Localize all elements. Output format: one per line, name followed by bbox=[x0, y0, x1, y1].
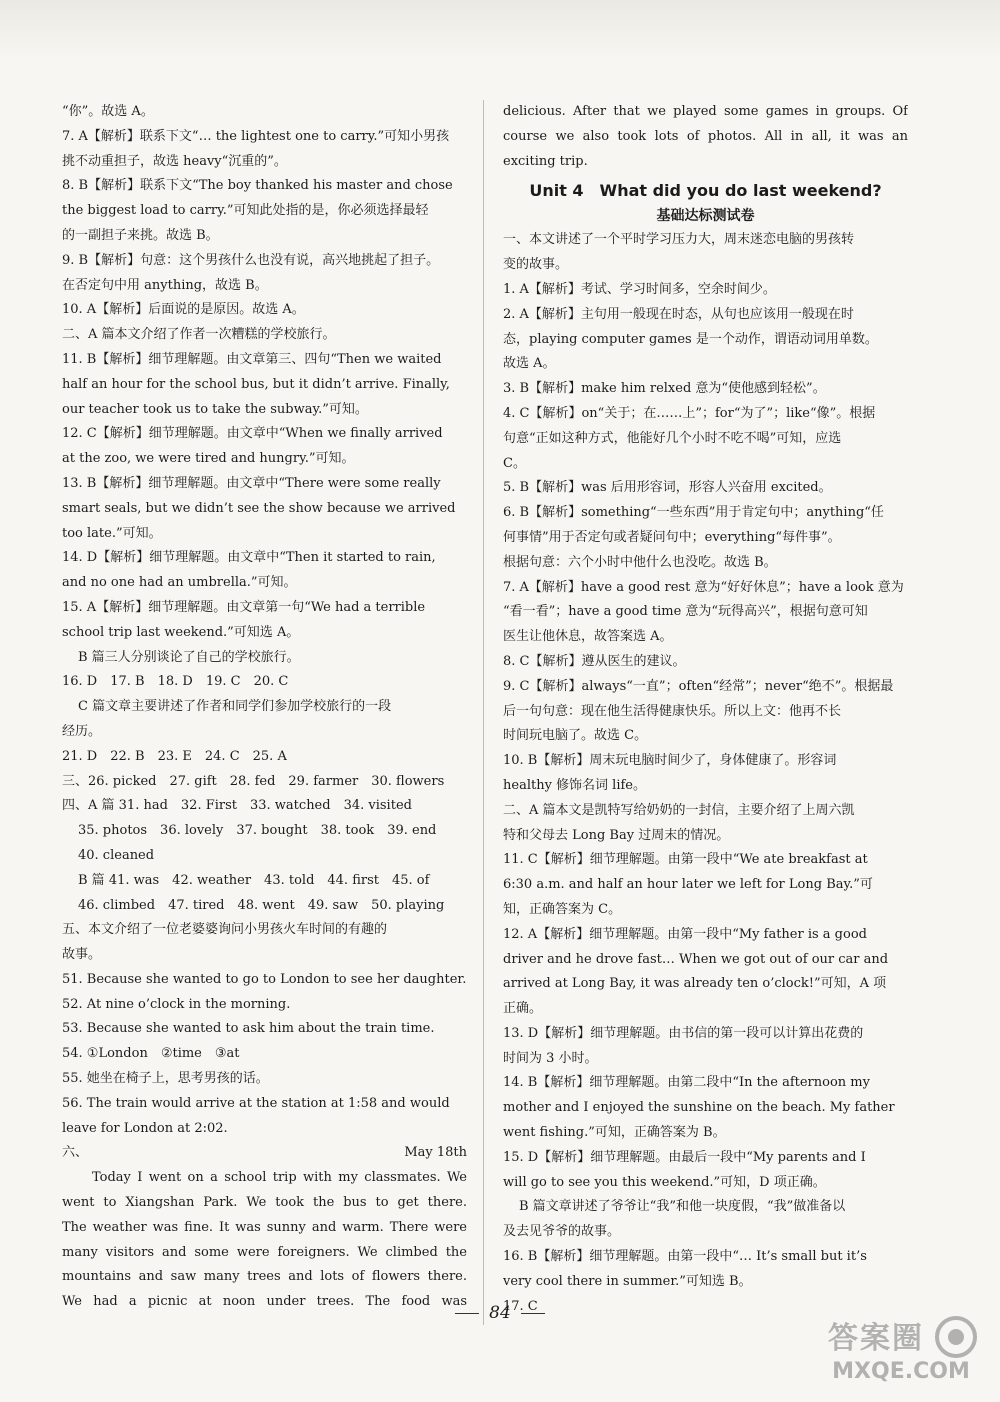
answer-line: 的一副担子来挑。故选 B。 bbox=[62, 227, 219, 243]
watermark-cn: 答案圈 bbox=[828, 1321, 924, 1356]
watermark-logo bbox=[816, 1315, 986, 1390]
answer-line: 10. B【解析】周末玩电脑时间少了，身体健康了。形容词 bbox=[503, 753, 837, 769]
answer-line: 14. D【解析】细节理解题。由文章中“Then it started to rain, bbox=[62, 550, 436, 566]
answer-line: at the zoo, we were tired and hungry.”可知。 bbox=[62, 451, 355, 467]
answer-line: 7. A【解析】have a good rest 意为“好好休息”；have a look 意为 bbox=[503, 579, 904, 595]
answer-line: 三、26. picked 27. gift 28. fed 29. farmer 30. flowers bbox=[62, 773, 445, 789]
answer-line: 53. Because she wanted to ask him about the train time. bbox=[62, 1021, 435, 1037]
answer-line: 经历。 bbox=[62, 723, 102, 739]
unit-subtitle: 基础达标测试卷 bbox=[656, 208, 755, 225]
answer-line: C 篇文章主要讲述了作者和同学们参加学校旅行的一段 bbox=[78, 699, 392, 715]
answer-line: very cool there in summer.”可知选 B。 bbox=[503, 1273, 752, 1289]
answer-line: 知，正确答案为 C。 bbox=[503, 901, 622, 917]
essay-header bbox=[62, 1141, 467, 1166]
essay-line: exciting trip. bbox=[503, 153, 588, 169]
answer-line: 态，playing computer games 是一个动作，谓语动词用单数。 bbox=[503, 331, 878, 347]
answer-line: 故事。 bbox=[62, 947, 102, 963]
answer-line: 55. 她坐在椅子上，思考男孩的话。 bbox=[62, 1071, 269, 1087]
answer-line: 句意“正如这种方式，他能好几个小时不吃不喝”可知，应选 bbox=[503, 430, 842, 446]
essay-line: Today I went on a school trip with my classmates. We bbox=[92, 1170, 467, 1186]
answer-line: 11. B【解析】细节理解题。由文章第三、四句“Then we waited bbox=[62, 351, 442, 367]
answer-line: 16. B【解析】细节理解题。由第一段中“… It’s small but it’s bbox=[503, 1249, 867, 1265]
essay-line: many visitors and some were foreigners. We climbed the bbox=[62, 1244, 467, 1260]
essay-label: 六、 bbox=[62, 1145, 89, 1161]
answer-line: mother and I enjoyed the sunshine on the beach. My father bbox=[503, 1100, 895, 1116]
answer-line: 二、A 篇本文介绍了作者一次糟糕的学校旅行。 bbox=[62, 327, 336, 343]
answer-line: 在否定句中用 anything，故选 B。 bbox=[62, 277, 268, 293]
answer-line: 5. B【解析】was 后用形容词，形容人兴奋用 excited。 bbox=[503, 480, 832, 496]
answer-line: 3. B【解析】make him relxed 意为“使他感到轻松”。 bbox=[503, 381, 826, 397]
answer-line: 1. A【解析】考试、学习时间多，空余时间少。 bbox=[503, 281, 776, 297]
answer-line: 13. B【解析】细节理解题。由文章中“There were some really bbox=[62, 475, 441, 491]
answer-line: B 篇三人分别谈论了自己的学校旅行。 bbox=[78, 649, 300, 665]
answer-line: 21. D 22. B 23. E 24. C 25. A bbox=[62, 748, 287, 764]
answer-line: will go to see you this weekend.”可知，D 项正确。 bbox=[503, 1174, 826, 1190]
answer-line: driver and he drove fast… When we got out of our car and bbox=[503, 951, 889, 967]
answer-line: 四、A 篇 31. had 32. First 33. watched 34. visited bbox=[62, 798, 412, 814]
answer-line: 6:30 a.m. and half an hour later we left for Long Bay.”可 bbox=[503, 877, 873, 893]
answer-line: 17. C bbox=[503, 1298, 538, 1314]
answer-line: our teacher took us to take the subway.”可知。 bbox=[62, 401, 368, 417]
answer-line: 15. D【解析】细节理解题。由最后一段中“My parents and I bbox=[503, 1149, 866, 1165]
answer-line: 7. A【解析】联系下文“… the lightest one to carry.”可知小男孩 bbox=[62, 128, 450, 144]
essay-line: We had a picnic at noon under trees. The food was bbox=[62, 1294, 467, 1310]
answer-line: 54. ①London ②time ③at bbox=[62, 1046, 240, 1062]
answer-line: 二、A 篇本文是凯特写给奶奶的一封信，主要介绍了上周六凯 bbox=[503, 802, 855, 818]
answer-line: 11. C【解析】细节理解题。由第一段中“We ate breakfast at bbox=[503, 852, 868, 868]
answer-line: 正确。 bbox=[503, 1001, 543, 1017]
answer-line: healthy 修饰名词 life。 bbox=[503, 777, 647, 793]
answer-line: school trip last weekend.”可知选 A。 bbox=[62, 624, 300, 640]
answer-line: 46. climbed 47. tired 48. went 49. saw 50. playing bbox=[78, 897, 445, 913]
answer-line: “看一看”；have a good time 意为“玩得高兴”，根据句意可知 bbox=[503, 604, 868, 620]
answer-line: 一、本文讲述了一个平时学习压力大，周末迷恋电脑的男孩转 bbox=[503, 232, 855, 248]
answer-line: B 篇文章讲述了爷爷让“我”和他一块度假，“我”做准备以 bbox=[519, 1199, 846, 1215]
answer-line: 8. B【解析】联系下文“The boy thanked his master and chose bbox=[62, 178, 453, 194]
answer-line: 五、本文介绍了一位老婆婆询问小男孩火车时间的有趣的 bbox=[62, 922, 388, 938]
answer-line: 9. C【解析】always“一直”；often“经常”；never“绝不”。根据最 bbox=[503, 678, 894, 694]
answer-line: too late.”可知。 bbox=[62, 525, 162, 541]
answer-line: leave for London at 2:02. bbox=[62, 1120, 228, 1136]
answer-line: 何事情”用于否定句或者疑问句中；everything“每件事”。 bbox=[503, 529, 841, 545]
answer-line: B 篇 41. was 42. weather 43. told 44. first 45. of bbox=[78, 872, 430, 888]
answer-line: 及去见爷爷的故事。 bbox=[503, 1224, 621, 1240]
answer-line: 12. C【解析】细节理解题。由文章中“When we finally arrived bbox=[62, 426, 443, 442]
answer-line: 40. cleaned bbox=[78, 847, 155, 863]
answer-line: 后一句句意：现在他生活得健康快乐。所以上文：他再不长 bbox=[503, 703, 842, 719]
column-divider bbox=[483, 100, 484, 1325]
answer-line: arrived at Long Bay, it was already ten o’clock!”可知，A 项 bbox=[503, 976, 887, 992]
answer-line: 变的故事。 bbox=[503, 257, 569, 273]
answer-line: 特和父母去 Long Bay 过周末的情况。 bbox=[503, 827, 730, 843]
answer-line: 8. C【解析】遵从医生的建议。 bbox=[503, 653, 686, 669]
answer-line: 15. A【解析】细节理解题。由文章第一句“We had a terrible bbox=[62, 599, 426, 615]
answer-line: 时间玩电脑了。故选 C。 bbox=[503, 728, 648, 744]
answer-line: 35. photos 36. lovely 37. bought 38. took 39. end bbox=[78, 823, 437, 839]
essay-line: went to Xiangshan Park. We took the bus to get there. bbox=[62, 1195, 467, 1211]
page-top-shadow bbox=[0, 0, 1000, 60]
essay-line: mountains and saw many trees and lots of flowers there. bbox=[62, 1269, 467, 1285]
answer-line: 6. B【解析】something“一些东西”用于肯定句中；anything“任 bbox=[503, 505, 884, 521]
answer-line: 52. At nine o’clock in the morning. bbox=[62, 996, 291, 1012]
left-column bbox=[62, 100, 467, 1315]
answer-line: C。 bbox=[503, 455, 526, 471]
essay-line: delicious. After that we played some games in groups. Of bbox=[503, 104, 908, 119]
essay-date: May 18th bbox=[404, 1145, 467, 1161]
page-number: 84 bbox=[489, 1303, 511, 1323]
answer-line: 13. D【解析】细节理解题。由书信的第一段可以计算出花费的 bbox=[503, 1025, 864, 1041]
answer-line: 14. B【解析】细节理解题。由第二段中“In the afternoon my bbox=[503, 1075, 870, 1091]
answer-line: smart seals, but we didn’t see the show because we arrived bbox=[62, 500, 456, 516]
answer-line: 挑不动重担子，故选 heavy“沉重的”。 bbox=[62, 153, 287, 169]
answer-line: the biggest load to carry.”可知此处指的是，你必须选择最轻 bbox=[62, 203, 429, 219]
unit-title: Unit 4 What did you do last weekend? bbox=[529, 181, 882, 201]
answer-line: 51. Because she wanted to go to London to see her daughter. bbox=[62, 971, 467, 987]
answer-line: 56. The train would arrive at the station at 1:58 and would bbox=[62, 1095, 450, 1111]
answer-line: went fishing.”可知，正确答案为 B。 bbox=[503, 1125, 726, 1141]
watermark-seal-icon bbox=[928, 1315, 984, 1359]
answer-line: “你”。故选 A。 bbox=[62, 104, 154, 119]
answer-line: 16. D 17. B 18. D 19. C 20. C bbox=[62, 674, 289, 690]
answer-line: 9. B【解析】句意：这个男孩什么也没有说，高兴地挑起了担子。 bbox=[62, 252, 440, 268]
answer-line: half an hour for the school bus, but it didn’t arrive. Finally, bbox=[62, 376, 450, 392]
answer-line: 10. A【解析】后面说的是原因。故选 A。 bbox=[62, 302, 305, 318]
essay-line: The weather was fine. It was sunny and warm. There were bbox=[62, 1219, 467, 1235]
answer-line: and no one had an umbrella.”可知。 bbox=[62, 575, 297, 591]
answer-line: 2. A【解析】主句用一般现在时态，从句也应该用一般现在时 bbox=[503, 306, 854, 322]
answer-line: 根据句意：六个小时中他什么也没吃。故选 B。 bbox=[503, 554, 777, 570]
answer-line: 4. C【解析】on“关于；在……上”；for“为了”；like“像”。根据 bbox=[503, 405, 876, 421]
right-column bbox=[503, 100, 908, 1319]
answer-line: 时间为 3 小时。 bbox=[503, 1050, 598, 1066]
answer-line: 故选 A。 bbox=[503, 356, 556, 372]
essay-line: course we also took lots of photos. All in all, it was an bbox=[503, 128, 908, 144]
answer-line: 医生让他休息，故答案选 A。 bbox=[503, 629, 673, 645]
answer-line: 12. A【解析】细节理解题。由第一段中“My father is a good bbox=[503, 926, 867, 942]
watermark-en: MXQE.COM bbox=[832, 1359, 970, 1384]
